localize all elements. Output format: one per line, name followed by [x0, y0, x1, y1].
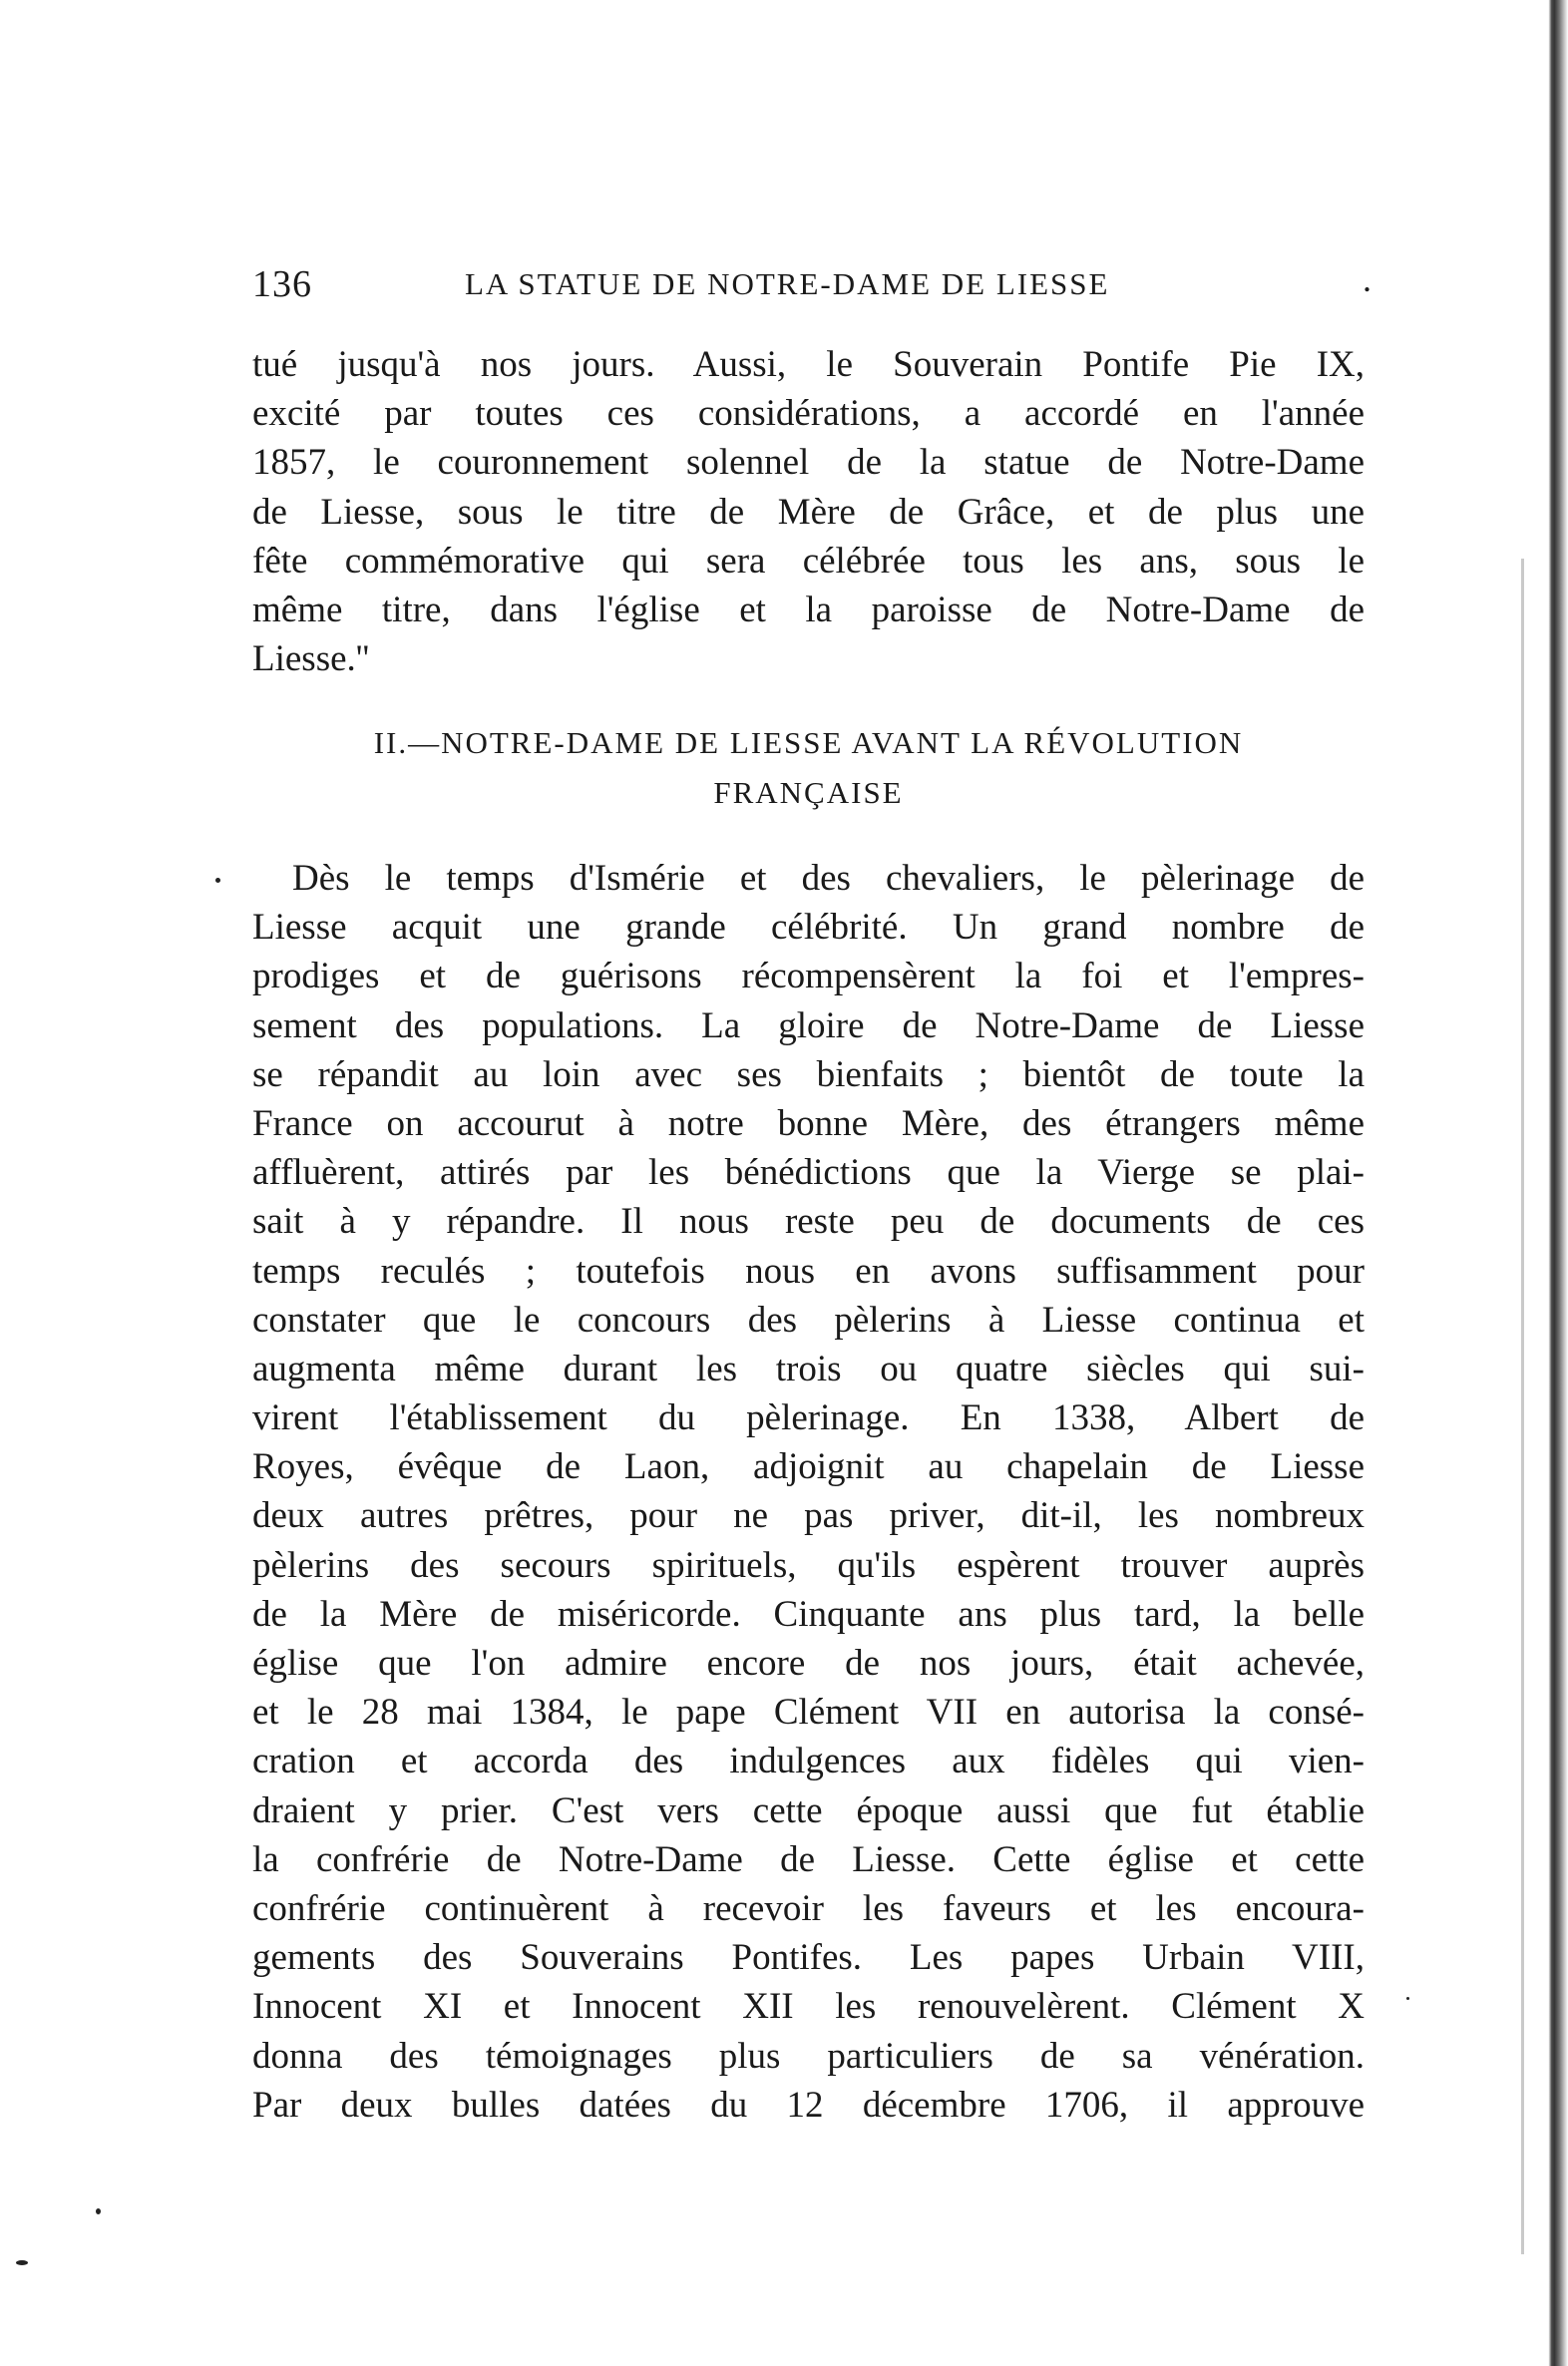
- text-line: église que l'on admire encore de nos jours, était achevée,: [252, 1643, 1365, 1684]
- page-number: 136: [252, 263, 312, 305]
- text-line: de la Mère de miséricorde. Cinquante ans plus tard, la belle: [252, 1593, 1365, 1635]
- text-line: virent l'établissement du pèlerinage. En 1338, Albert de: [252, 1397, 1365, 1439]
- section-heading-line-1: II.—NOTRE-DAME DE LIESSE AVANT LA RÉVOLUTION: [373, 725, 1244, 760]
- section-heading: [252, 718, 1365, 818]
- binding-edge-line: [1521, 559, 1524, 2254]
- text-line: sait à y répandre. Il nous reste peu de documents de ces: [252, 1201, 1365, 1243]
- text-line: Dès le temps d'Ismérie et des chevaliers, le pèlerinage de: [292, 858, 1365, 899]
- text-line: temps reculés ; toutefois nous en avons suffisamment pour: [252, 1250, 1365, 1292]
- text-line: constater que le concours des pèlerins à Liesse continua et: [252, 1299, 1365, 1341]
- text-line: la confrérie de Notre-Dame de Liesse. Cette église et cette: [252, 1838, 1365, 1880]
- text-line: Liesse.'': [252, 638, 370, 680]
- text-line: prodiges et de guérisons récompensèrent la foi et l'empres-: [252, 956, 1365, 997]
- text-line: de Liesse, sous le titre de Mère de Grâce, et de plus une: [252, 491, 1365, 533]
- text-line: sement des populations. La gloire de Notre-Dame de Liesse: [252, 1004, 1365, 1046]
- text-line: pèlerins des secours spirituels, qu'ils espèrent trouver auprès: [252, 1544, 1365, 1586]
- text-line: France on accourut à notre bonne Mère, des étrangers même: [252, 1102, 1365, 1144]
- binding-edge-shadow: [1538, 0, 1568, 2366]
- text-line: Royes, évêque de Laon, adjoignit au chapelain de Liesse: [252, 1446, 1365, 1488]
- running-title: LA STATUE DE NOTRE-DAME DE LIESSE: [465, 266, 1110, 301]
- scan-speck: [16, 2260, 28, 2265]
- text-line: augmenta même durant les trois ou quatre siècles qui sui-: [252, 1348, 1365, 1389]
- text-line: se répandit au loin avec ses bienfaits ; bientôt de toute la: [252, 1053, 1365, 1095]
- scan-speck: [96, 2208, 101, 2214]
- paragraph-2: [252, 854, 1365, 2130]
- page-header: [252, 259, 1372, 312]
- header-trailing-mark: .: [1363, 259, 1372, 299]
- text-line: et le 28 mai 1384, le pape Clément VII en autorisa la consé-: [252, 1692, 1365, 1734]
- text-line: Liesse acquit une grande célébrité. Un grand nombre de: [252, 907, 1365, 949]
- text-line: Par deux bulles datées du 12 décembre 1706, il approuve: [252, 2084, 1365, 2126]
- text-line: tué jusqu'à nos jours. Aussi, le Souverain Pontife Pie IX,: [252, 344, 1365, 385]
- text-line: draient y prier. C'est vers cette époque aussi que fut établie: [252, 1789, 1365, 1831]
- text-line: excité par toutes ces considérations, a accordé en l'année: [252, 393, 1365, 435]
- scan-speck: [1406, 1997, 1409, 2000]
- section-heading-line-2: FRANÇAISE: [713, 775, 904, 810]
- text-line: affluèrent, attirés par les bénédictions que la Vierge se plai-: [252, 1152, 1365, 1194]
- text-line: donna des témoignages plus particuliers de sa vénération.: [252, 2035, 1365, 2077]
- paragraph-1: [252, 340, 1365, 683]
- text-line: fête commémorative qui sera célébrée tous les ans, sous le: [252, 540, 1365, 582]
- scan-speck: [215, 878, 220, 883]
- text-line: même titre, dans l'église et la paroisse de Notre-Dame de: [252, 589, 1365, 630]
- text-line: deux autres prêtres, pour ne pas priver, dit-il, les nombreux: [252, 1495, 1365, 1537]
- text-line: cration et accorda des indulgences aux fidèles qui vien-: [252, 1741, 1365, 1782]
- text-line: Innocent XI et Innocent XII les renouvelèrent. Clément X: [252, 1986, 1365, 2028]
- text-line: 1857, le couronnement solennel de la statue de Notre-Dame: [252, 442, 1365, 484]
- text-line: confrérie continuèrent à recevoir les faveurs et les encoura-: [252, 1887, 1365, 1929]
- text-line: gements des Souverains Pontifes. Les papes Urbain VIII,: [252, 1937, 1365, 1979]
